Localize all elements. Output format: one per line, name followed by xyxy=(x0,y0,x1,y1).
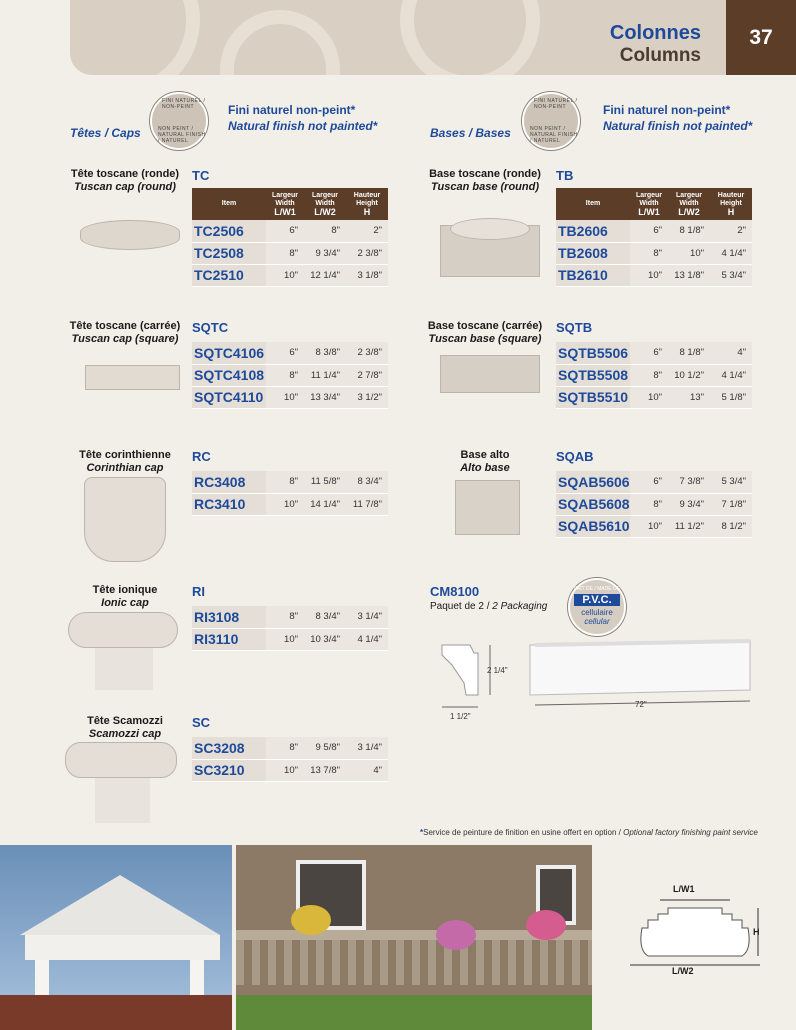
sc-label: Tête Scamozzi Scamozzi cap xyxy=(87,715,163,740)
sqab-table xyxy=(556,471,752,538)
pvc-badge: FAIT DE / MADE OF P.V.C. cellulaire cellular xyxy=(568,578,626,636)
tb-code: TB xyxy=(556,168,574,183)
tb-label: Base toscane (ronde) Tuscan base (round) xyxy=(429,168,541,193)
sqtc-label: Tête toscane (carrée) Tuscan cap (square) xyxy=(69,320,181,345)
balustrade-photo xyxy=(236,845,592,1030)
bases-section-label: Bases / Bases xyxy=(430,126,511,140)
table-row: SQTC4108 8" 11 1/4" 2 7/8" xyxy=(192,364,388,386)
table-row: RC3410 10" 14 1/4" 11 7/8" xyxy=(192,493,388,515)
cm8100-width: 1 1/2" xyxy=(450,712,471,721)
table-row: TC2506 6" 8" 2" xyxy=(192,220,388,242)
sqab-code: SQAB xyxy=(556,449,594,464)
table-row: TB2608 8" 10" 4 1/4" xyxy=(556,242,752,264)
page-number: 37 xyxy=(726,0,796,75)
sqtb-code: SQTB xyxy=(556,320,593,335)
tc-table xyxy=(192,188,388,287)
tc-code: TC xyxy=(192,168,210,183)
col-h: Hauteur Height H xyxy=(710,188,752,220)
page-title-fr: Colonnes xyxy=(609,22,701,44)
natural-finish-badge: FINI NATUREL / NON-PEINT NON PEINT / NATURAL FINISH / NATUREL xyxy=(150,92,208,150)
rc-image xyxy=(84,477,166,562)
ri-code: RI xyxy=(192,584,205,599)
table-row: SQTC4106 6" 8 3/8" 2 3/8" xyxy=(192,342,388,364)
col-w2: Largeur Width L/W2 xyxy=(668,188,710,220)
caps-finish-note: Fini naturel non-peint* Natural finish not painted* xyxy=(228,103,378,133)
table-row: SQAB5608 8" 9 3/4" 7 1/8" xyxy=(556,493,752,515)
sqtc-code: SQTC xyxy=(192,320,229,335)
sqtb-image xyxy=(440,355,540,393)
cm8100-length: 72" xyxy=(635,700,647,709)
sc-image xyxy=(65,742,177,778)
ri-image xyxy=(68,612,178,648)
sc-code: SC xyxy=(192,715,211,730)
table-row: TB2610 10" 13 1/8" 5 3/4" xyxy=(556,264,752,286)
table-row: TC2510 10" 12 1/4" 3 1/8" xyxy=(192,264,388,286)
col-w2: Largeur Width L/W2 xyxy=(304,188,346,220)
table-row: SQTB5508 8" 10 1/2" 4 1/4" xyxy=(556,364,752,386)
sqab-label: Base alto Alto base xyxy=(460,449,510,474)
col-w1: Largeur Width L/W1 xyxy=(266,188,304,220)
tb-table xyxy=(556,188,752,287)
sqtb-label: Base toscane (carrée) Tuscan base (square) xyxy=(427,320,543,345)
col-item: Item xyxy=(556,188,630,220)
col-h: Hauteur Height H xyxy=(346,188,388,220)
rc-table xyxy=(192,471,388,516)
bases-finish-note: Fini naturel non-peint* Natural finish not painted* xyxy=(603,103,753,133)
page-title-en: Columns xyxy=(619,45,701,66)
table-row: SC3210 10" 13 7/8" 4" xyxy=(192,759,388,781)
cm8100-packaging: Paquet de 2 / 2 Packaging xyxy=(430,601,548,612)
table-row: SC3208 8" 9 5/8" 3 1/4" xyxy=(192,737,388,759)
ri-table xyxy=(192,606,388,651)
table-row: RI3110 10" 10 3/4" 4 1/4" xyxy=(192,628,388,650)
diagram-w1-label: L/W1 xyxy=(673,884,695,894)
porch-photo xyxy=(0,845,232,1030)
sqtb-table xyxy=(556,342,752,409)
table-row: SQAB5610 10" 11 1/2" 8 1/2" xyxy=(556,515,752,537)
col-w1: Largeur Width L/W1 xyxy=(630,188,668,220)
ri-label: Tête ionique Ionic cap xyxy=(92,584,158,609)
table-row: SQTB5510 10" 13" 5 1/8" xyxy=(556,386,752,408)
table-row: SQAB5606 6" 7 3/8" 5 3/4" xyxy=(556,471,752,493)
table-row: TC2508 8" 9 3/4" 2 3/8" xyxy=(192,242,388,264)
tc-image xyxy=(80,220,180,250)
rc-code: RC xyxy=(192,449,211,464)
caps-section-label: Têtes / Caps xyxy=(70,126,141,140)
cm8100-profile-drawing xyxy=(430,635,790,725)
rc-label: Tête corinthienne Corinthian cap xyxy=(79,449,171,474)
sqab-image xyxy=(455,480,520,535)
table-row: SQTC4110 10" 13 3/4" 3 1/2" xyxy=(192,386,388,408)
cm8100-height: 2 1/4" xyxy=(487,666,508,675)
table-row: TB2606 6" 8 1/8" 2" xyxy=(556,220,752,242)
sqtc-image xyxy=(85,365,180,390)
sqtc-table xyxy=(192,342,388,409)
cm8100-code: CM8100 xyxy=(430,584,480,599)
col-item: Item xyxy=(192,188,266,220)
diagram-w2-label: L/W2 xyxy=(672,966,694,976)
table-row: RI3108 8" 8 3/4" 3 1/4" xyxy=(192,606,388,628)
table-row: SQTB5506 6" 8 1/8" 4" xyxy=(556,342,752,364)
tc-label: Tête toscane (ronde) Tuscan cap (round) xyxy=(70,168,180,193)
table-row: RC3408 8" 11 5/8" 8 3/4" xyxy=(192,471,388,493)
natural-finish-badge-bases: FINI NATUREL / NON-PEINT NON PEINT / NATURAL FINISH / NATUREL xyxy=(522,92,580,150)
service-note: *Service de peinture de finition en usine offert en option / Optional factory finishing paint service xyxy=(420,828,758,837)
diagram-h-label: H xyxy=(753,927,760,937)
sc-table xyxy=(192,737,388,782)
